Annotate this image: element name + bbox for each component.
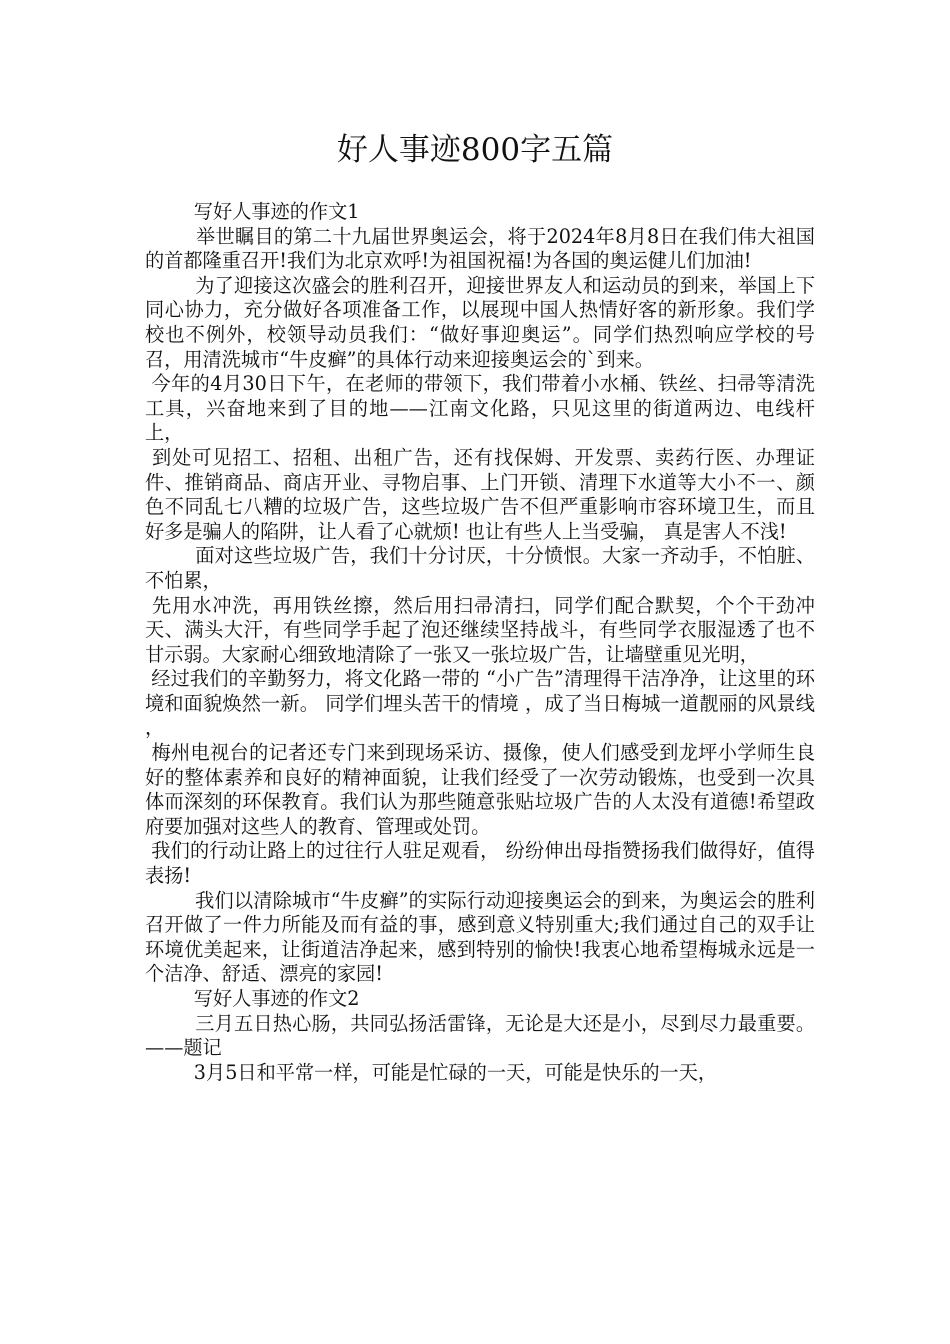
paragraph: 梅州电视台的记者还专门来到现场采访、摄像，使人们感受到龙坪小学师生良好的整体素养和良好的精神面貌，让我们经受了一次劳动锻炼，也受到一次具体而深刻的环保教育。我们认为那些随意张贴垃圾广告的人太没有道德!希望政府要加强对这些人的教育、管理或处罚。 — [145, 741, 816, 838]
paragraph: 3月5日和平常一样，可能是忙碌的一天，可能是快乐的一天， — [145, 1060, 718, 1084]
paragraph: 今年的4月30日下午，在老师的带领下，我们带着小水桶、铁丝、扫帚等清洗工具，兴奋地来到了目的地——江南文化路，只见这里的街道两边、电线杆上， — [145, 372, 815, 445]
document-body — [145, 200, 822, 1085]
paragraph-essay-1-heading: 写好人事迹的作文1 — [145, 200, 360, 223]
document-title: 好人事迹800字五篇 — [336, 132, 614, 168]
paragraph: 到处可见招工、招租、出租广告，还有找保姆、开发票、卖药行医、办理证件、推销商品、商店开业、寻物启事、上门开锁、清理下水道等大小不一、颜色不同乱七八糟的垃圾广告，这些垃圾广告不但严重影响市容环境卫生，而且好多是骗人的陷阱，让人看了心就烦! 也让有些人上当受骗， 真是害人不浅! — [145, 445, 815, 543]
paragraph: 我们的行动让路上的过往行人驻足观看， 纷纷伸出母指赞扬我们做得好，值得表扬! — [145, 839, 815, 888]
paragraph: 我们以清除城市“牛皮癣”的实际行动迎接奥运会的到来，为奥运会的胜利召开做了一件力所能及而有益的事，感到意义特别重大;我们通过自己的双手让环境优美起来，让街道洁净起来，感到特别的愉快!我衷心地希望梅城永远是一个洁净、舒适、漂亮的家园! — [145, 888, 815, 986]
paragraph: 面对这些垃圾广告，我们十分讨厌，十分愤恨。大家一齐动手，不怕脏、不怕累， — [145, 544, 816, 592]
paragraph: 先用水冲洗，再用铁丝擦，然后用扫帚清扫，同学们配合默契，个个干劲冲天、满头大汗，有些同学手起了泡还继续坚持战斗，有些同学衣服湿透了也不甘示弱。大家耐心细致地清除了一张又一张垃圾广告，让墙壁重见光明， — [145, 593, 815, 666]
paragraph: 三月五日热心肠，共同弘扬活雷锋，无论是大还是小，尽到尽力最重要。——题记 — [145, 1011, 816, 1060]
paragraph-essay-2-heading: 写好人事迹的作文2 — [145, 987, 360, 1010]
paragraph: 为了迎接这次盛会的胜利召开，迎接世界友人和运动员的到来，举国上下同心协力，充分做好各项准备工作，以展现中国人热情好客的新形象。我们学校也不例外，校领导动员我们：“做好事迎奥运”。同学们热烈响应学校的号召，用清洗城市“牛皮癣”的具体行动来迎接奥运会的`到来。 — [145, 273, 816, 371]
paragraph: 举世瞩目的第二十九届世界奥运会，将于2024年8月8日在我们伟大祖国的首都隆重召开!我们为北京欢呼!为祖国祝福!为各国的奥运健儿们加油! — [145, 224, 815, 273]
paragraph: 经过我们的辛勤努力，将文化路一带的 “小广告”清理得干洁净净，让这里的环境和面貌焕然一新。 同学们埋头苦干的情境 ，成了当日梅城一道靓丽的风景线 ， — [145, 667, 822, 740]
